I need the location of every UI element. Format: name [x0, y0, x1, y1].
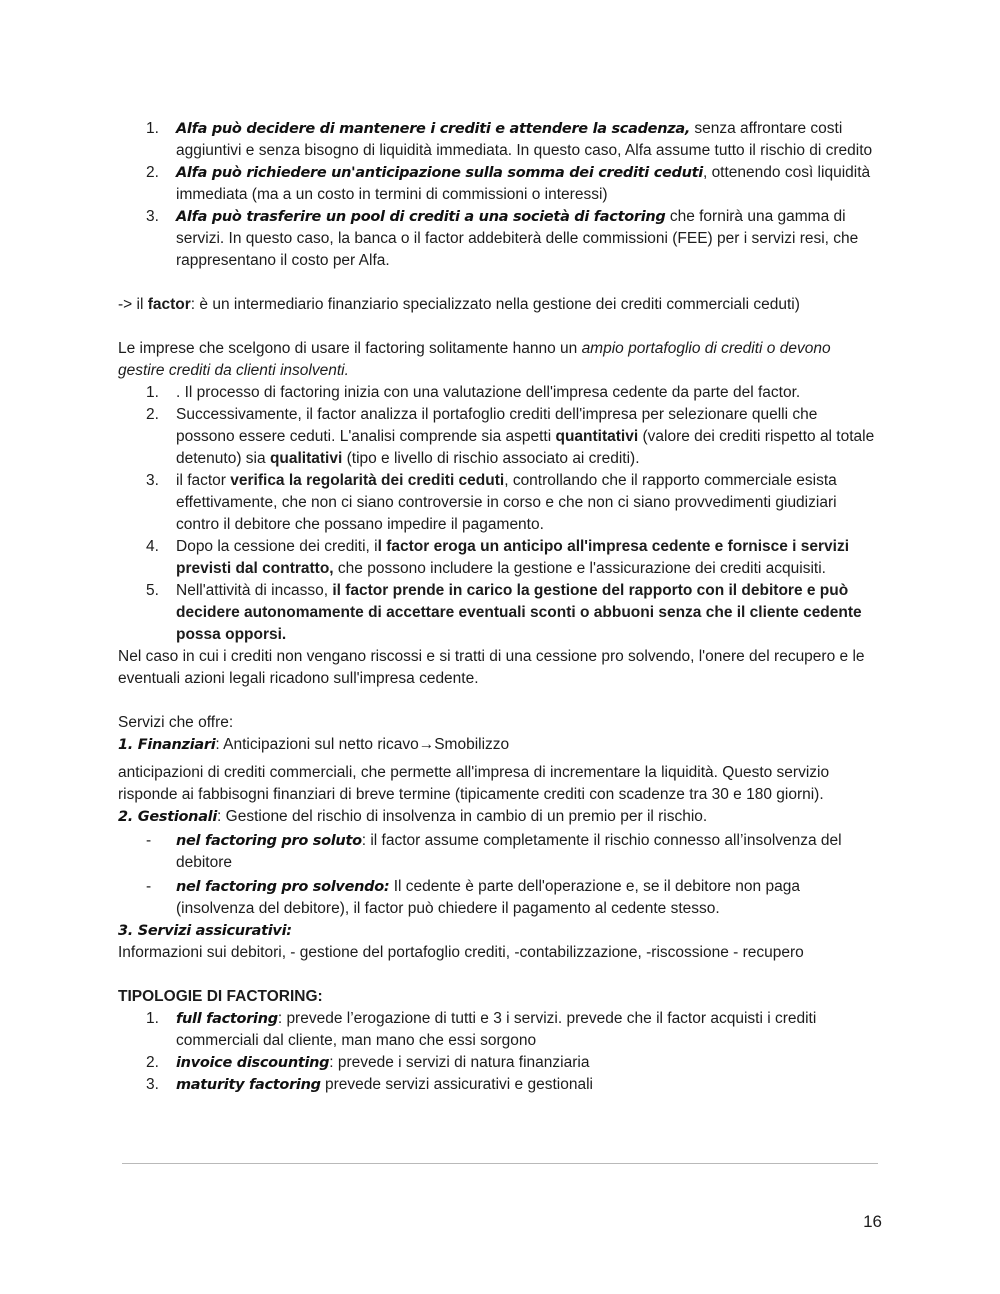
- handwritten-text: nel factoring pro soluto: [176, 833, 362, 849]
- list-item: 2. invoice discounting: prevede i servizi di natura finanziaria: [146, 1054, 590, 1071]
- service-insurance: [118, 920, 880, 942]
- list-item: 1. full factoring: prevede l’erogazione di tutti e 3 i servizi. prevede che il factor acquisti i crediti commerciali dal cliente, man mano che essi sorgono: [146, 1010, 817, 1049]
- handwritten-text: 1. Finanziari: [118, 737, 216, 753]
- factor-definition: -> il factor: è un intermediario finanziario specializzato nella gestione dei crediti commerciali ceduti): [118, 296, 800, 313]
- handwritten-text: full factoring: [176, 1011, 278, 1027]
- options-list: [118, 118, 880, 272]
- list-item: 3. Alfa può trasferire un pool di crediti a una società di factoring che fornirà una gamma di servizi. In questo caso, la banca o il factor addebiterà delle commissioni (FEE) per i servizi resi, che rappresentano il costo per Alfa.: [146, 208, 859, 269]
- handwritten-text: invoice discounting: [176, 1055, 330, 1071]
- list-item: 5. Nell'attività di incasso, il factor prende in carico la gestione del rapporto con il debitore e può decidere autonomamente di accettare eventuali sconti o abbuoni senza che il cliente cedente possa opporsi.: [146, 582, 862, 643]
- handwritten-text: 2. Gestionali: [118, 809, 218, 825]
- handwritten-text: 3. Servizi assicurativi:: [118, 923, 292, 939]
- handwritten-text: Alfa può decidere di mantenere i crediti e attendere la scadenza,: [176, 121, 691, 137]
- document-page: [118, 118, 880, 1096]
- service-financial: 1. Finanziari: Anticipazioni sul netto ricavo→Smobilizzo: [118, 736, 510, 753]
- list-item: - nel factoring pro solvendo: Il cedente è parte dell'operazione e, se il debitore non paga (insolvenza del debitore), il factor può chiedere il pagamento al cedente stesso.: [146, 878, 800, 917]
- handwritten-text: Alfa può richiedere un'anticipazione sulla somma dei crediti ceduti: [176, 165, 703, 181]
- handwritten-text: Alfa può trasferire un pool di crediti a una società di factoring: [176, 209, 666, 225]
- services-title: Servizi che offre:: [118, 714, 234, 731]
- service-management: 2. Gestionali: Gestione del rischio di insolvenza in cambio di un premio per il rischio.: [118, 808, 708, 825]
- horizontal-rule: [122, 1163, 878, 1164]
- list-item: 2. Successivamente, il factor analizza il portafoglio crediti dell'impresa per selezionare quelli che possono essere ceduti. L'analisi comprende sia aspetti quantitativi (valore dei crediti rispetto al totale detenuto) sia qualitativi (tipo e livello di rischio associato ai crediti).: [146, 406, 875, 467]
- types-list: [118, 1008, 880, 1096]
- list-item: 3. maturity factoring prevede servizi assicurativi e gestionali: [146, 1076, 593, 1093]
- page-number: 16: [863, 1212, 882, 1231]
- handwritten-text: nel factoring pro solvendo:: [176, 879, 390, 895]
- process-list: [118, 382, 880, 646]
- list-item: - nel factoring pro soluto: il factor assume completamente il rischio connesso all’insolvenza del debitore: [146, 832, 842, 871]
- list-item: 4. Dopo la cessione dei crediti, il factor eroga un anticipo all'impresa cedente e fornisce i servizi previsti dal contratto, che possono includere la gestione e l'assicurazione dei crediti acquisiti.: [146, 538, 850, 577]
- handwritten-text: maturity factoring: [176, 1077, 321, 1093]
- list-item: 2. Alfa può richiedere un'anticipazione sulla somma dei crediti ceduti, ottenendo così liquidità immediata (ma a un costo in termini di commissioni o interessi): [146, 164, 871, 203]
- list-item: 3. il factor verifica la regolarità dei crediti ceduti, controllando che il rapporto commerciale esista effettivamente, che non ci siano controversie in corso e che non ci siano provvedimenti giudiziari contro il debitore che possano impedire il pagamento.: [146, 472, 837, 533]
- pro-solvendo-paragraph: Nel caso in cui i crediti non vengano riscossi e si tratti di una cessione pro solvendo, l'onere del recupero e le eventuali azioni legali ricadono sull'impresa cedente.: [118, 648, 865, 687]
- management-sub-list: [118, 830, 880, 920]
- types-heading: TIPOLOGIE DI FACTORING:: [118, 988, 323, 1005]
- service-insurance-description: Informazioni sui debitori, - gestione del portafoglio crediti, -contabilizzazione, -riscossione - recupero: [118, 944, 804, 961]
- intro-paragraph: Le imprese che scelgono di usare il factoring solitamente hanno un ampio portafoglio di crediti o devono gestire crediti da clienti insolventi.: [118, 340, 831, 379]
- list-item: 1. . Il processo di factoring inizia con una valutazione dell'impresa cedente da parte del factor.: [146, 384, 801, 401]
- service-financial-description: anticipazioni di crediti commerciali, che permette all'impresa di incrementare la liquidità. Questo servizio risponde ai fabbisogni finanziari di breve termine (tipicamente crediti con scadenze tra 30 e 180 giorni).: [118, 764, 830, 803]
- list-item: 1. Alfa può decidere di mantenere i crediti e attendere la scadenza, senza affrontare costi aggiuntivi e senza bisogno di liquidità immediata. In questo caso, Alfa assume tutto il rischio di credito: [146, 120, 873, 159]
